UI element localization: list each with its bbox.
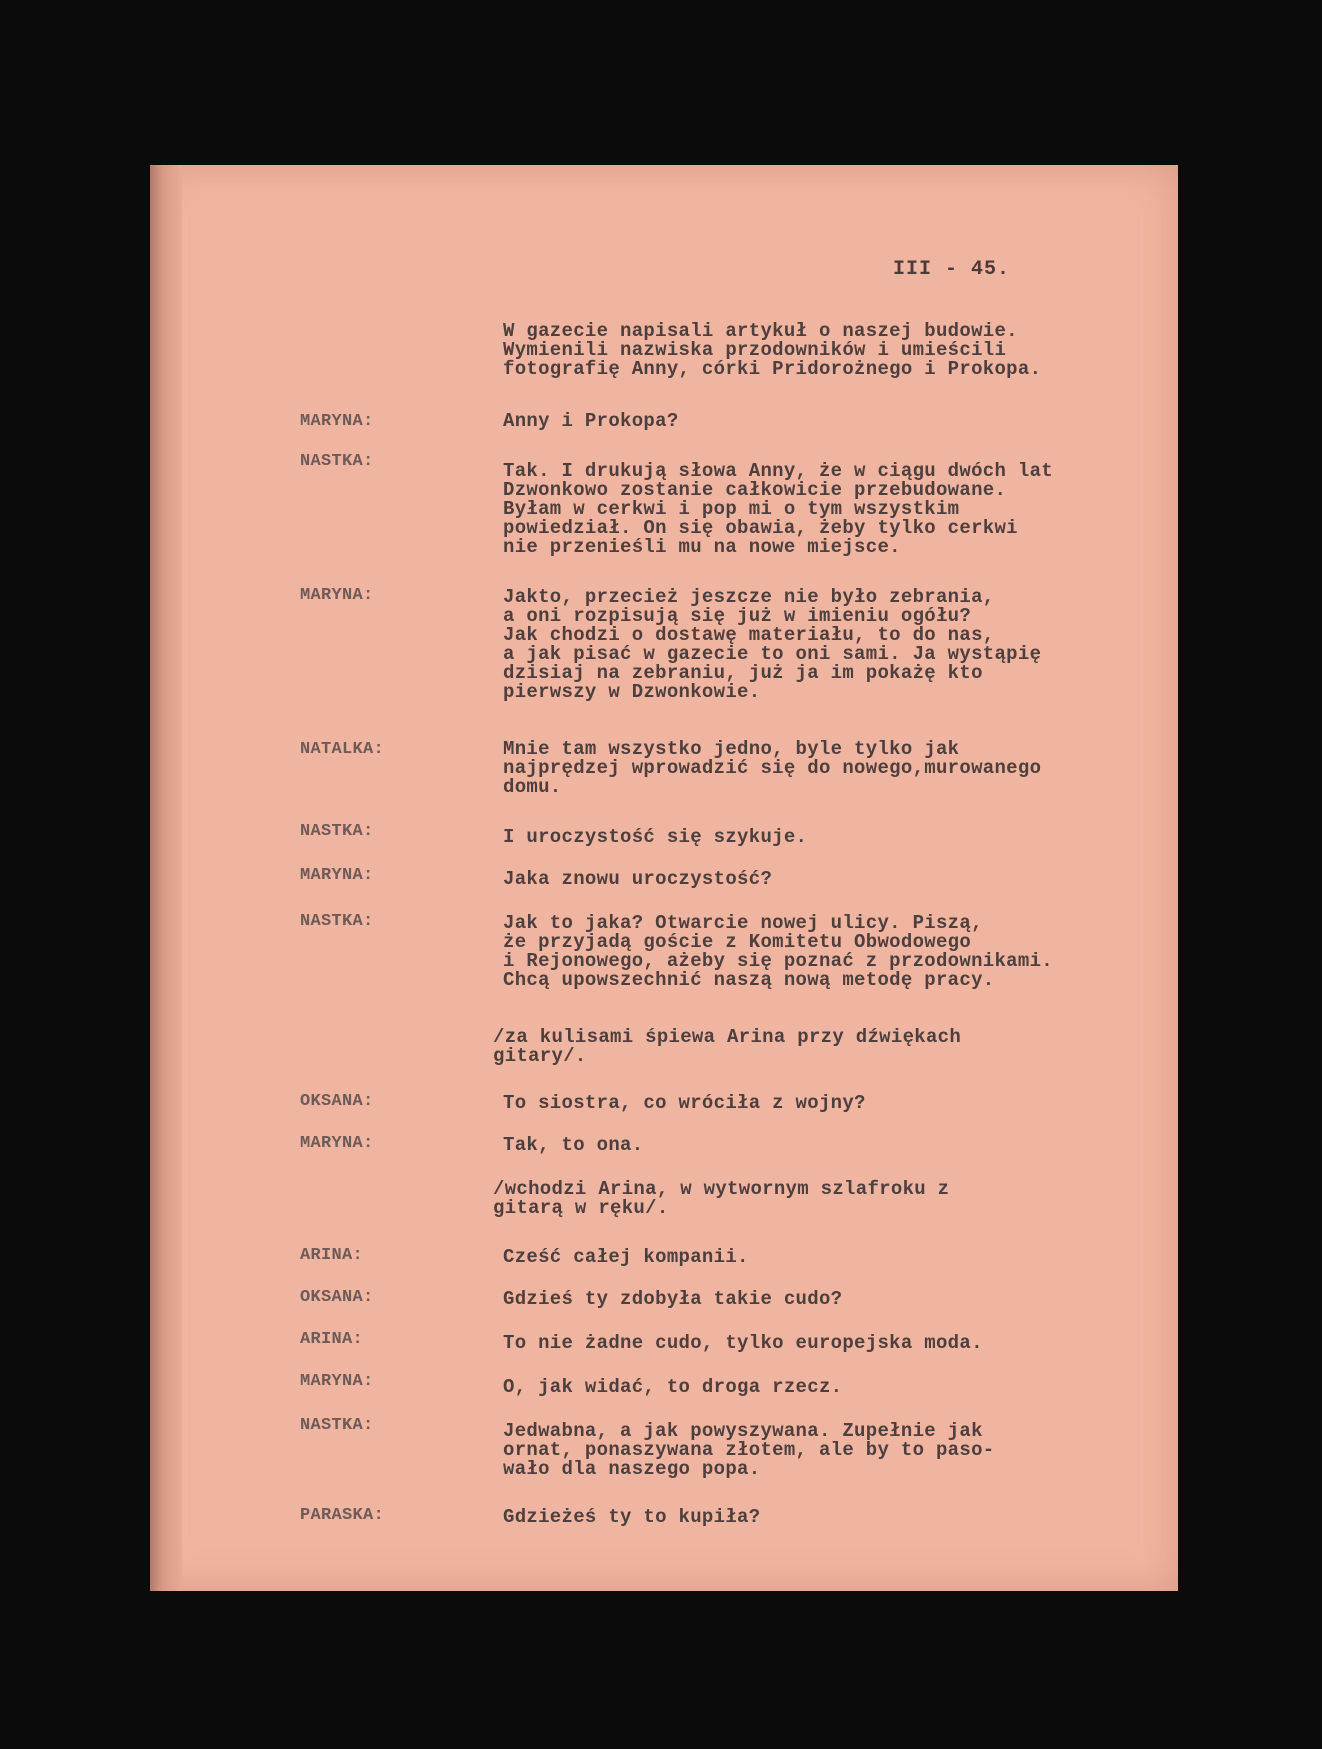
speaker-name: ARINA: (300, 1246, 364, 1265)
speaker-name: ARINA: (300, 1330, 364, 1349)
speaker-name: PARASKA: (300, 1506, 385, 1525)
dialogue-text: O, jak widać, to droga rzecz. (503, 1376, 843, 1398)
dialogue-text: Jak to jaka? Otwarcie nowej ulicy. Piszą, że przyjadą goście z Komitetu Obwodowego i Rejonowego, ażeby się poznać z przodownikami. Chcą upowszechnić naszą nową metodę pracy. (503, 912, 1053, 991)
speaker-name: MARYNA: (300, 586, 374, 605)
dialogue-text: Tak, to ona. (503, 1134, 644, 1156)
dialogue-text: To siostra, co wróciła z wojny? (503, 1092, 866, 1114)
speaker-name: OKSANA: (300, 1092, 374, 1111)
dialogue-text: Anny i Prokopa? (503, 410, 679, 432)
speaker-name: NASTKA: (300, 912, 374, 931)
dialogue-text: Tak. I drukują słowa Anny, że w ciągu dwóch lat Dzwonkowo zostanie całkowicie przebudowane. Byłam w cerkwi i pop mi o tym wszystkim powiedział. On się obawia, żeby tylko cerkwi nie przenieśli mu na nowe miejsce. (503, 460, 1053, 558)
page-number: III - 45. (893, 258, 1011, 281)
stage-direction: /wchodzi Arina, w wytwornym szlafroku z gitarą w ręku/. (493, 1178, 950, 1219)
page-binding-edge (150, 165, 182, 1591)
dialogue-text: I uroczystość się szykuje. (503, 826, 808, 848)
speaker-name: NASTKA: (300, 822, 374, 841)
speaker-name: OKSANA: (300, 1288, 374, 1307)
dialogue-text: W gazecie napisali artykuł o naszej budowie. Wymienili nazwiska przodowników i umieścili fotografię Anny, córki Pridorożnego i Prokopa. (503, 320, 1042, 380)
speaker-name: NATALKA: (300, 740, 385, 759)
dialogue-text: Cześć całej kompanii. (503, 1246, 749, 1268)
dialogue-text: Jedwabna, a jak powyszywana. Zupełnie jak ornat, ponaszywana złotem, ale by to paso- wało dla naszego popa. (503, 1420, 995, 1480)
dialogue-text: Gdzieżeś ty to kupiła? (503, 1506, 761, 1528)
speaker-name: MARYNA: (300, 1134, 374, 1153)
speaker-name: NASTKA: (300, 452, 374, 471)
speaker-name: NASTKA: (300, 1416, 374, 1435)
dialogue-text: Jakto, przecież jeszcze nie było zebrania, a oni rozpisują się już w imieniu ogółu? Jak chodzi o dostawę materiału, to do nas, a jak pisać w gazecie to oni sami. Ja wystąpię dzisiaj na zebraniu, już ja im pokażę kto pierwszy w Dzwonkowie. (503, 586, 1042, 703)
speaker-name: MARYNA: (300, 866, 374, 885)
dialogue-text: To nie żadne cudo, tylko europejska moda. (503, 1332, 983, 1354)
speaker-name: MARYNA: (300, 412, 374, 431)
dialogue-text: Jaka znowu uroczystość? (503, 868, 773, 890)
speaker-name: MARYNA: (300, 1372, 374, 1391)
dialogue-text: Mnie tam wszystko jedno, byle tylko jak najprędzej wprowadzić się do nowego,murowanego domu. (503, 738, 1042, 798)
dialogue-text: Gdzieś ty zdobyła takie cudo? (503, 1288, 843, 1310)
stage-direction: /za kulisami śpiewa Arina przy dźwiękach gitary/. (493, 1026, 962, 1067)
